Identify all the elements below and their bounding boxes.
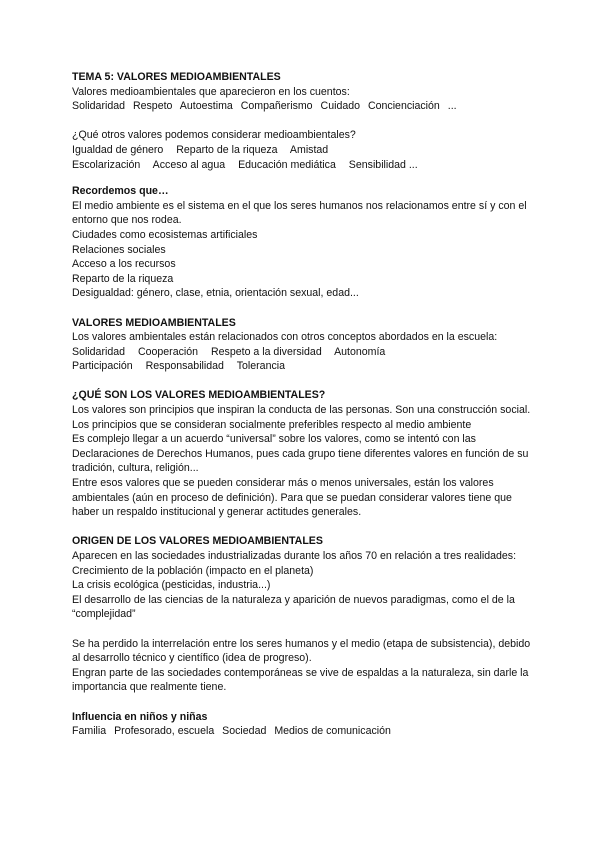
- influencia-values: [72, 724, 540, 739]
- value-item: Cuidado: [320, 100, 361, 113]
- que-son-paragraph: Es complejo llegar a un acuerdo “universal” sobre los valores, como se intentó con las Declaraciones de Derechos Humanos, pues cada grupo tiene diferentes valores en función de su tradición, cultura, religión...: [72, 433, 529, 475]
- valores-row-1: [72, 345, 540, 360]
- que-son-paragraph: Entre esos valores que se pueden considerar más o menos universales, están los valores ambientales (aún en proceso de definición). Para que se puedan considerar valores tiene que haber un respaldo institucional y generar actitudes generales.: [72, 477, 512, 519]
- list-item: Acceso a los recursos: [72, 258, 176, 271]
- list-item: Crecimiento de la población (impacto en el planeta): [72, 564, 314, 577]
- question-row-2: [72, 158, 540, 173]
- value-item: Participación: [72, 360, 133, 373]
- value-item: Solidaridad: [72, 100, 126, 113]
- value-item: Autonomía: [334, 345, 386, 358]
- value-item: Responsabilidad: [145, 360, 224, 373]
- page-title: TEMA 5: VALORES MEDIOAMBIENTALES: [72, 71, 281, 83]
- value-item: Familia: [72, 725, 107, 738]
- list-item: Ciudades como ecosistemas artificiales: [72, 228, 258, 241]
- origen-paragraph: Engran parte de las sociedades contemporáneas se vive de espaldas a la naturaleza, sin darle la importancia que realmente tiene.: [72, 666, 529, 694]
- origen-paragraph: El desarrollo de las ciencias de la naturaleza y aparición de nuevos paradigmas, como el de la “complejidad”: [72, 593, 515, 621]
- valores-row-2: [72, 359, 540, 374]
- value-item: Autoestima: [179, 100, 233, 113]
- question-row-1: [72, 143, 540, 158]
- value-item: Concienciación: [367, 100, 440, 113]
- value-item: Respeto a la diversidad: [211, 345, 322, 358]
- origen-paragraph: Se ha perdido la interrelación entre los seres humanos y el medio (etapa de subsistencia), debido al desarrollo técnico y científico (idea de progreso).: [72, 637, 531, 665]
- recordemos-paragraph: El medio ambiente es el sistema en el que los seres humanos nos relacionamos entre sí y con el entorno que nos rodea.: [72, 199, 527, 227]
- value-item: Solidaridad: [72, 345, 126, 358]
- value-item: Tolerancia: [236, 360, 286, 373]
- valores-line: Los valores ambientales están relacionados con otros conceptos abordados en la escuela:: [72, 331, 498, 344]
- value-item: Educación mediática: [238, 158, 336, 171]
- list-item: Desigualdad: género, clase, etnia, orientación sexual, edad...: [72, 287, 359, 300]
- list-item: La crisis ecológica (pesticidas, industria...): [72, 579, 271, 592]
- value-item: Amistad: [289, 143, 329, 156]
- origen-heading: ORIGEN DE LOS VALORES MEDIOAMBIENTALES: [72, 535, 323, 548]
- list-item: Relaciones sociales: [72, 243, 166, 256]
- value-item: Profesorado, escuela: [114, 725, 215, 738]
- intro-line: Valores medioambientales que aparecieron en los cuentos:: [72, 85, 350, 98]
- question-line: ¿Qué otros valores podemos considerar medioambientales?: [72, 129, 356, 142]
- valores-heading: VALORES MEDIOAMBIENTALES: [72, 316, 236, 329]
- value-item: Acceso al agua: [152, 158, 226, 171]
- que-son-heading: ¿QUÉ SON LOS VALORES MEDIOAMBIENTALES?: [72, 389, 326, 402]
- list-item: Reparto de la riqueza: [72, 272, 174, 285]
- value-item: Reparto de la riqueza: [176, 143, 278, 156]
- value-item: ...: [447, 100, 457, 113]
- intro-values: [72, 99, 540, 114]
- value-item: Igualdad de género: [72, 143, 164, 156]
- origen-paragraph: Aparecen en las sociedades industrializadas durante los años 70 en relación a tres realidades:: [72, 550, 517, 562]
- value-item: Cooperación: [137, 345, 199, 358]
- value-item: Medios de comunicación: [274, 725, 391, 738]
- value-item: Sociedad: [222, 725, 267, 738]
- value-item: Compañerismo: [240, 100, 313, 113]
- value-item: Sensibilidad ...: [348, 158, 418, 171]
- value-item: Escolarización: [72, 158, 141, 171]
- recordemos-heading: Recordemos que…: [72, 185, 169, 198]
- influencia-heading: Influencia en niños y niñas: [72, 710, 208, 723]
- que-son-paragraph: Los principios que se consideran socialmente preferibles respecto al medio ambiente: [72, 418, 472, 431]
- que-son-paragraph: Los valores son principios que inspiran la conducta de las personas. Son una construcción social.: [72, 404, 531, 417]
- value-item: Respeto: [132, 100, 173, 113]
